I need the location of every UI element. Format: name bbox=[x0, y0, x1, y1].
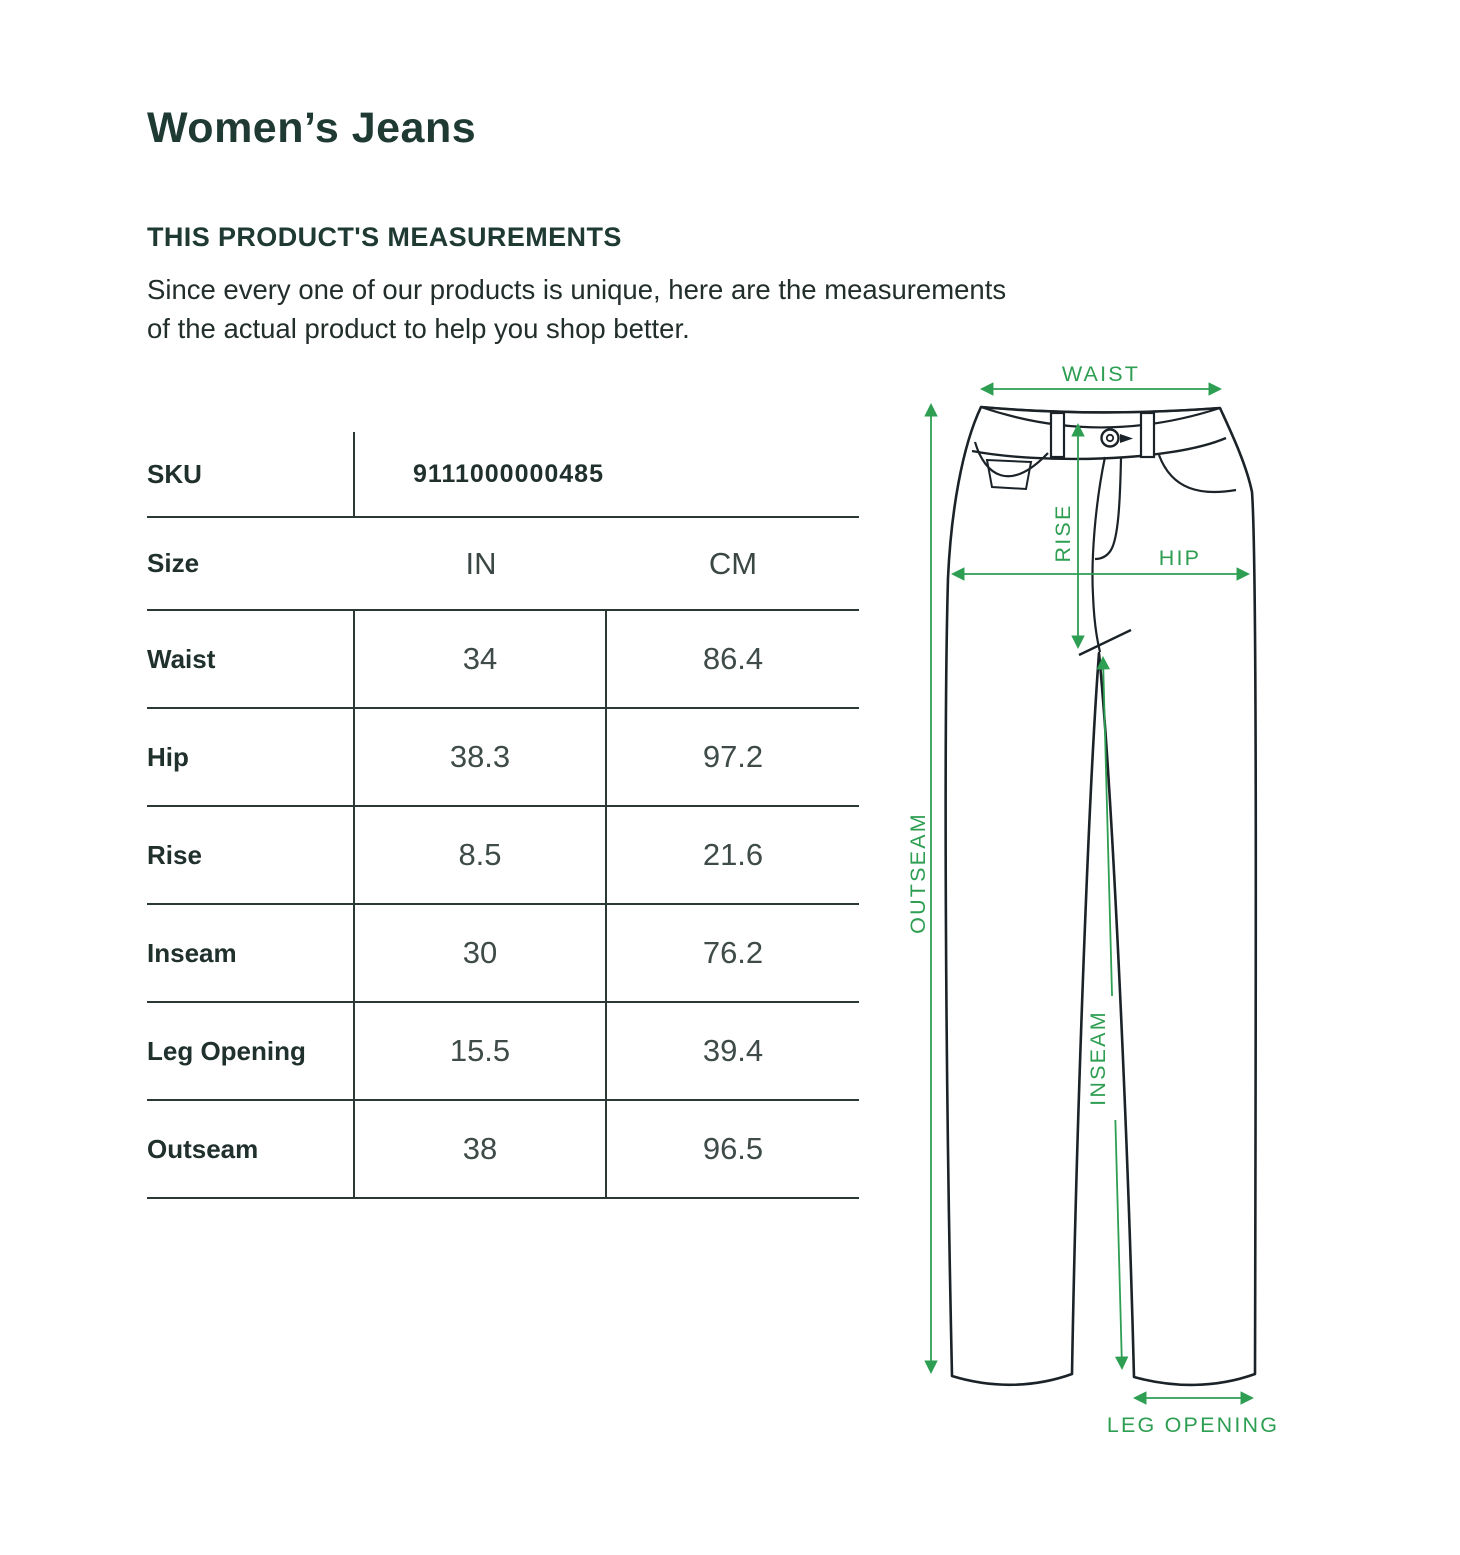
row-value-cm: 97.2 bbox=[702, 739, 764, 774]
row-value-in: 38.3 bbox=[355, 709, 607, 805]
fly-j-stitch bbox=[1095, 458, 1121, 559]
jeans-button bbox=[1102, 430, 1119, 447]
row-label: Waist bbox=[147, 611, 355, 707]
size-label: Size bbox=[147, 548, 200, 578]
row-label: Outseam bbox=[147, 1101, 355, 1197]
sku-value: 9111000000485 bbox=[413, 459, 604, 488]
section-heading: THIS PRODUCT'S MEASUREMENTS bbox=[147, 222, 622, 252]
crotch-mark bbox=[1079, 630, 1131, 655]
unit-header-cm: CM bbox=[708, 545, 758, 581]
description-line-2: of the actual product to help you shop better. bbox=[147, 313, 690, 344]
unit-header-in: IN bbox=[465, 545, 497, 581]
row-value-cm: 86.4 bbox=[702, 641, 764, 676]
row-value-in: 15.5 bbox=[355, 1003, 607, 1099]
row-value-in: 8.5 bbox=[355, 807, 607, 903]
description-line-1: Since every one of our products is unique, here are the measurements bbox=[147, 274, 1007, 305]
row-value-cm: 76.2 bbox=[702, 935, 764, 970]
belt-loop-right bbox=[1141, 413, 1154, 457]
button-tab bbox=[1120, 434, 1133, 443]
inseam-measure-label: INSEAM bbox=[1086, 1010, 1110, 1106]
row-value-in: 30 bbox=[355, 905, 607, 1001]
waistband-seam bbox=[972, 438, 1226, 459]
sku-label: SKU bbox=[147, 432, 355, 516]
row-label: Inseam bbox=[147, 905, 355, 1001]
rise-measure-label: RISE bbox=[1051, 503, 1075, 563]
fly-center-seam bbox=[1093, 457, 1106, 652]
row-label: Hip bbox=[147, 709, 355, 805]
waist-measure-label: WAIST bbox=[1061, 362, 1141, 386]
hip-measure-label: HIP bbox=[1158, 546, 1202, 570]
leg-opening-measure-label: LEG OPENING bbox=[1106, 1413, 1280, 1437]
right-pocket-curve bbox=[1159, 455, 1236, 492]
row-value-in: 38 bbox=[355, 1101, 607, 1197]
row-value-cm: 39.4 bbox=[702, 1033, 764, 1068]
row-value-in: 34 bbox=[355, 611, 607, 707]
belt-loop-left bbox=[1051, 413, 1064, 457]
row-value-cm: 21.6 bbox=[702, 837, 764, 872]
row-value-cm: 96.5 bbox=[702, 1131, 764, 1166]
outseam-measure-label: OUTSEAM bbox=[906, 812, 930, 934]
jeans-outline bbox=[946, 407, 1256, 1385]
row-label: Rise bbox=[147, 807, 355, 903]
coin-pocket bbox=[987, 460, 1031, 489]
page-title: Women’s Jeans bbox=[147, 104, 477, 152]
row-label: Leg Opening bbox=[147, 1003, 355, 1099]
waistband-inner bbox=[981, 407, 1220, 427]
